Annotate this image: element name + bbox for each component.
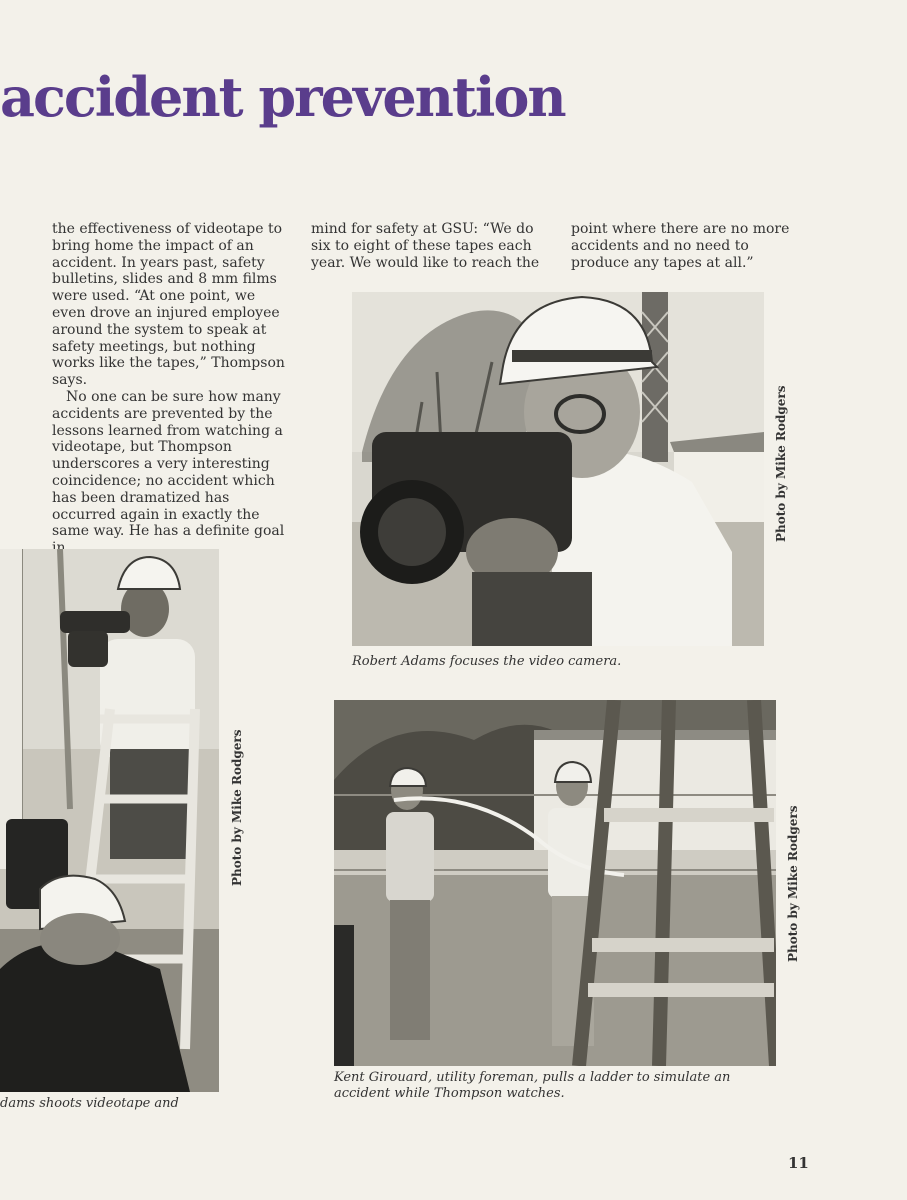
ladder-shoot-illustration (0, 549, 219, 1092)
article-column-2 (311, 221, 546, 271)
page-number: 11 (788, 1154, 809, 1172)
ladder-shoot-credit: Photo by Mike Rodgers (230, 729, 244, 886)
column-1-paragraph-1: the effectiveness of videotape to bring home the impact of an accident. In years past, safety bulletins, slides and 8 mm films were used. “At one point, we even drove an injured employee around the system to speak at safety meetings, but nothing works like the tapes,” Thompson says. (52, 221, 285, 389)
article-column-3 (571, 221, 811, 271)
photo-ladder-pull (334, 700, 776, 1066)
column-3-paragraph: point where there are no more accidents and no need to produce any tapes at all.” (571, 221, 790, 271)
ladder-pull-illustration (334, 700, 776, 1066)
camera-closeup-caption: Robert Adams focuses the video camera. (352, 654, 622, 669)
photo-camera-closeup (352, 292, 764, 646)
photo-ladder-shoot (0, 549, 219, 1092)
camera-closeup-illustration (352, 292, 764, 646)
ladder-pull-credit: Photo by Mike Rodgers (786, 805, 800, 962)
column-1-paragraph-2: No one can be sure how many accidents are prevented by the lessons learned from watching a videotape, but Thompson underscores a very interesting coincidence; no accident which has been dramatized has occurred again in exactly the same way. He has a definite goal (52, 388, 285, 540)
ladder-shoot-caption: dams shoots videotape and (0, 1096, 179, 1111)
article-column-1 (52, 221, 286, 557)
ladder-pull-caption: Kent Girouard, utility foreman, pulls a ladder to simulate an accident while Thompson watches. (334, 1070, 731, 1101)
column-2-paragraph: mind for safety at GSU: “We do six to eight of these tapes each year. We would like to reach the (311, 221, 540, 271)
camera-closeup-credit: Photo by Mike Rodgers (774, 385, 788, 542)
page-headline: accident prevention (0, 65, 565, 129)
